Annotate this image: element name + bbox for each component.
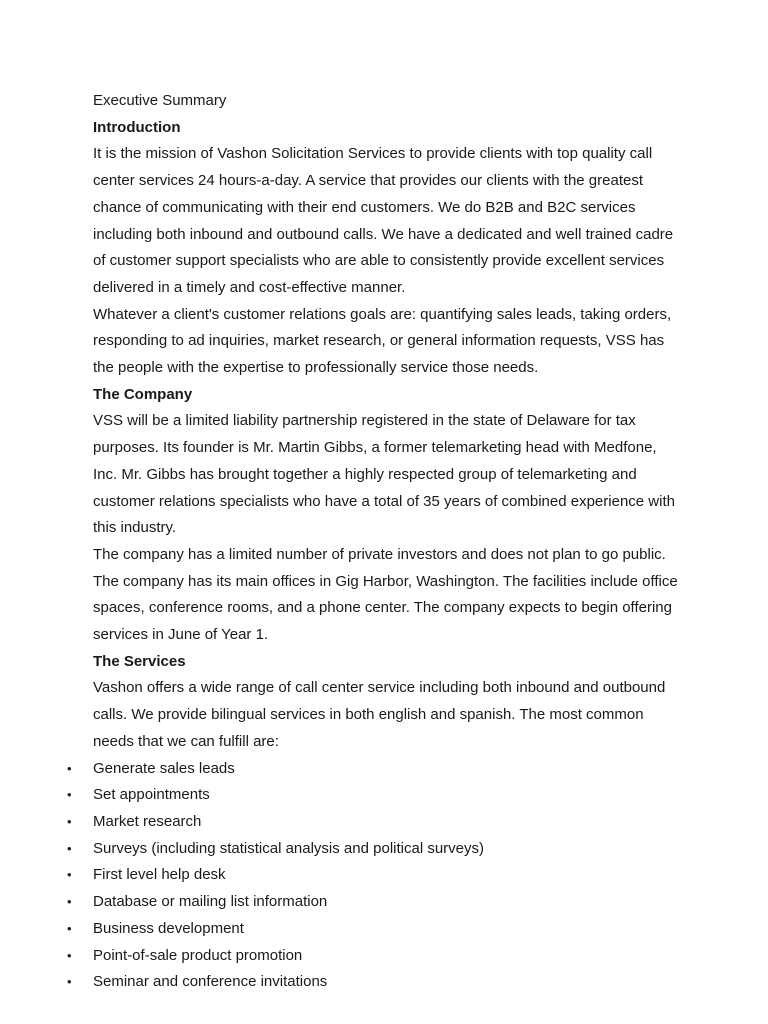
list-item bbox=[67, 862, 683, 889]
list-item-text: Business development bbox=[93, 919, 244, 937]
list-item bbox=[67, 809, 683, 836]
list-item bbox=[67, 889, 683, 916]
bullet-icon: • bbox=[67, 894, 72, 910]
bullet-icon: • bbox=[67, 760, 72, 776]
section-heading-the-services: The Services bbox=[93, 652, 186, 670]
section-heading-introduction: Introduction bbox=[93, 118, 181, 136]
list-item bbox=[67, 756, 683, 783]
bullet-icon: • bbox=[67, 787, 72, 803]
introduction-paragraph-2: Whatever a client's customer relations goals are: quantifying sales leads, taking orders, responding to ad inquiries, market research, or general information requests, VSS has the people with the expertise to professionally service those needs. bbox=[93, 305, 672, 377]
list-item bbox=[67, 782, 683, 809]
list-item-text: Surveys (including statistical analysis and political surveys) bbox=[93, 839, 484, 857]
bullet-icon: • bbox=[67, 920, 72, 936]
bullet-icon: • bbox=[67, 813, 72, 829]
list-item-text: Set appointments bbox=[93, 786, 210, 804]
list-item-text: Market research bbox=[93, 812, 202, 830]
list-item-text: First level help desk bbox=[93, 866, 226, 884]
bullet-icon: • bbox=[67, 947, 72, 963]
services-paragraph-1: Vashon offers a wide range of call center service including both inbound and outbound calls. We provide bilingual services in both english and spanish. The most common needs that we can fulfill are: bbox=[93, 679, 666, 750]
list-item-text: Database or mailing list information bbox=[93, 893, 328, 911]
company-paragraph-2: The company has a limited number of private investors and does not plan to go public. The company has its main offices in Gig Harbor, Washington. The facilities include office spaces, conference rooms, and a phone center. The company expects to begin offering services in June of Year 1. bbox=[93, 545, 678, 644]
list-item-text: Point-of-sale product promotion bbox=[93, 946, 303, 964]
services-list bbox=[67, 756, 683, 996]
list-item bbox=[67, 943, 683, 970]
section-heading-the-company: The Company bbox=[93, 385, 193, 403]
company-paragraph-1: VSS will be a limited liability partnership registered in the state of Delaware for tax purposes. Its founder is Mr. Martin Gibbs, a former telemarketing head with Medfone, Inc. Mr. Gibbs has brought together a highly respected group of telemarketing and customer relations specialists who have a total of 35 years of combined experience with this industry. bbox=[93, 412, 675, 537]
list-item-text: Generate sales leads bbox=[93, 759, 235, 777]
list-item bbox=[67, 916, 683, 943]
introduction-paragraph-1: It is the mission of Vashon Solicitation Services to provide clients with top quality call center services 24 hours-a-day. A service that provides our clients with the greatest chance of communicating with their end customers. We do B2B and B2C services including both inbound and outbound calls. We have a dedicated and well trained cadre of customer support specialists who are able to consistently provide excellent services delivered in a timely and cost-effective manner. bbox=[93, 145, 674, 296]
bullet-icon: • bbox=[67, 974, 72, 990]
bullet-icon: • bbox=[67, 867, 72, 883]
bullet-icon: • bbox=[67, 840, 72, 856]
list-item bbox=[67, 836, 683, 863]
list-item bbox=[67, 969, 683, 996]
document-title: Executive Summary bbox=[93, 92, 227, 109]
document-body bbox=[67, 88, 683, 996]
list-item-text: Seminar and conference invitations bbox=[93, 973, 328, 991]
